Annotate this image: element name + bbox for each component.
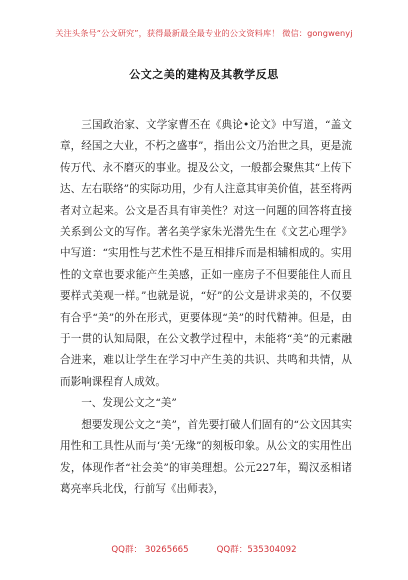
document-body: [60, 115, 352, 500]
document-title: 公文之美的建构及其教学反思: [129, 68, 279, 81]
header-banner[interactable]: 关注头条号“公文研究”，获得最新最全最专业的公文资料库！ 微信：gongwenyj: [55, 28, 353, 38]
section-heading: 一、发现公文之“美”: [81, 397, 177, 410]
body-paragraph-section-one: 想要发现公文之“美”，首先要打破人们固有的“公文因其实用性和工具性从而与‘美’无缘”的刻板印象。从公文的实用性出发，体现作者“社会美”的审美理想。公元227年，蜀汉丞相诸葛亮率兵北伐，行前写《出师表》，: [60, 418, 352, 495]
footer-contact: [0, 543, 408, 555]
footer-qq-group-1[interactable]: QQ群： 30265665: [111, 545, 189, 555]
body-paragraph-intro: 三国政治家、文学家曹丕在《典论•论文》中写道，“盖文章，经国之大业，不朽之盛事”，指出公文乃治世之具，更是流传万代、永不磨灭的事业。提及公文，一般都会聚焦其“上传下达、左右联络”的实际功用，少有人注意其审美价值，甚至将两者对立起来。公文是否具有审美性？对这一问题的回答将直接关系到公文的写作。著名美学家朱光潜先生在《文艺心理学》中写道：“实用性与艺术性不是互相排斥而是相辅相成的。实用性的文章也要求能产生美感，正如一座房子不但要能住人而且要样式美观一样。”也就是说，“好”的公文是讲求美的，不仅要有合乎“美”的外在形式，更要体现“美”的时代精神。但是，由于一贯的认知局限，在公文教学过程中，未能将“美”的元素融合进来，难以让学生在学习中产生美的共识、共鸣和共情，从而影响课程育人成效。: [60, 119, 352, 388]
footer-qq-group-2[interactable]: QQ群：535304092: [216, 545, 297, 555]
